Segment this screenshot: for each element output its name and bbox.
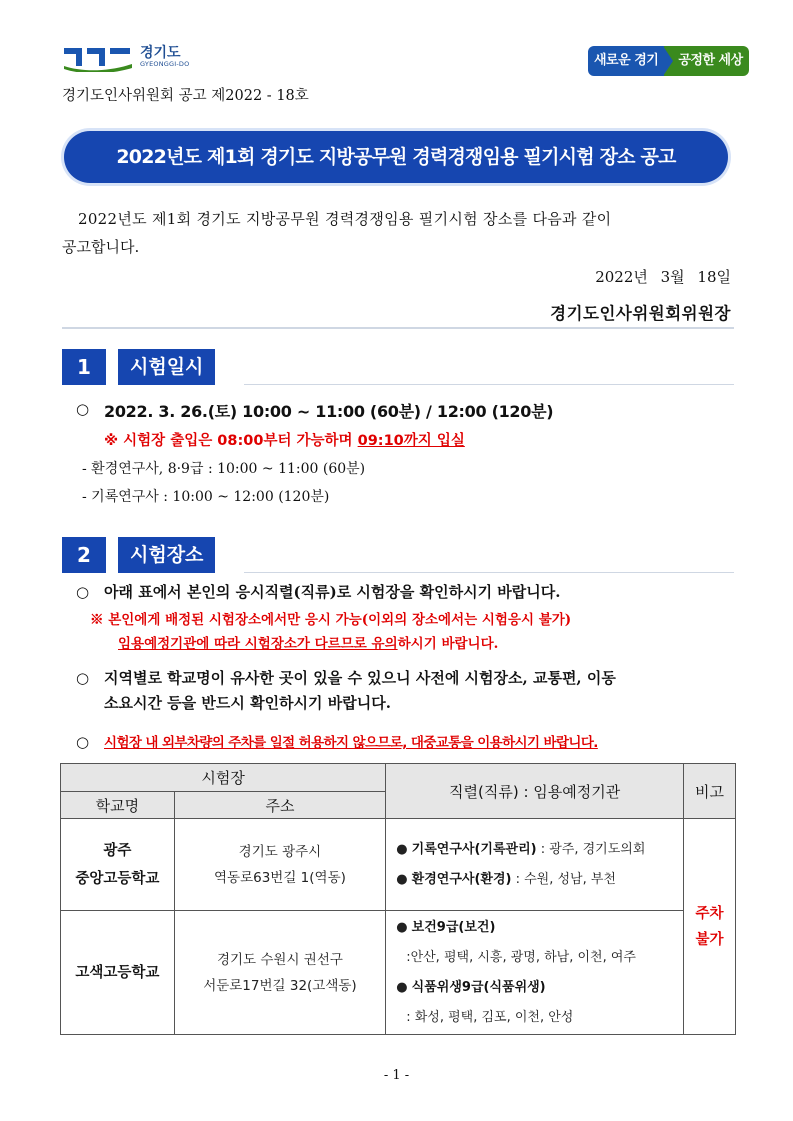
address-line-2: 역동로63번길 1(역동) <box>214 869 346 886</box>
venue-table <box>60 763 736 1035</box>
section-2-rule <box>244 572 734 573</box>
divider <box>62 327 734 329</box>
school-name-line-1: 광주 <box>103 842 132 859</box>
job-title: 환경연구사(환경) <box>411 871 512 887</box>
table-row <box>61 911 736 1035</box>
job-places: : 수원, 성남, 부천 <box>511 871 616 887</box>
section-2-bullet-3: ○ <box>76 733 90 751</box>
school-name-line-1: 고색고등학교 <box>75 964 160 981</box>
job-assignments <box>386 819 684 911</box>
parking-remark <box>684 819 736 1035</box>
agency-venue-tail: 하시기 바랍니다. <box>397 636 499 652</box>
header-address: 주소 <box>174 792 385 819</box>
job-title: 기록연구사(기록관리) <box>411 841 537 857</box>
schedule-item-1: - 환경연구사, 8·9급 : 10:00 ~ 11:00 (60분) <box>82 461 366 477</box>
section-1-number: 1 <box>62 349 106 385</box>
agency-venue-note <box>118 632 498 652</box>
gyeonggi-logo-icon <box>62 44 134 72</box>
job-places: : 화성, 평택, 김포, 이천, 안성 <box>406 1009 574 1025</box>
assigned-venue-text: 본인에게 배정된 시험장소에서만 응시 가능(이외의 장소에서는 시험응시 불가) <box>108 612 572 628</box>
job-places: : 광주, 경기도의회 <box>536 841 646 857</box>
entry-notice-text: 시험장 출입은 08:00부터 가능하며 <box>123 433 358 449</box>
job-places: :안산, 평택, 시흥, 광명, 하남, 이천, 여주 <box>406 949 636 965</box>
assigned-venue-mark: ※ <box>90 612 104 628</box>
job-item: ● 기록연구사(기록관리) : 광주, 경기도의회 <box>396 841 646 857</box>
header-venue: 시험장 <box>61 764 386 792</box>
similar-school-note-line-2: 소요시간 등을 반드시 확인하시기 바랍니다. <box>104 694 391 712</box>
logo-subtitle: GYEONGGI-DO <box>140 60 190 68</box>
agency-venue-caution: 임용예정기관에 따라 시험장소가 다르므로 유의 <box>118 636 398 652</box>
page-number: - 1 - <box>383 1068 410 1083</box>
section-1-rule <box>244 384 734 385</box>
notice-date: 2022년 3월 18일 <box>595 268 731 286</box>
school-name-line-2: 중앙고등학교 <box>75 870 160 887</box>
section-2-bullet-2: ○ <box>76 669 90 687</box>
entry-notice-mark: ※ <box>104 433 119 449</box>
committee-signature: 경기도인사위원회위원장 <box>550 304 731 323</box>
intro-line-1: 2022년도 제1회 경기도 지방공무원 경력경쟁임용 필기시험 장소를 다음과 같이 <box>78 210 612 228</box>
section-2-title: 시험장소 <box>118 537 215 573</box>
job-item: ● 식품위생9급(식품위생) <box>396 979 546 995</box>
entry-notice <box>104 429 465 450</box>
intro-line-2: 공고합니다. <box>62 238 140 256</box>
section-2-number: 2 <box>62 537 106 573</box>
slogan-right: 공정한 세상 <box>664 46 748 76</box>
remark-line-2: 불가 <box>695 931 724 948</box>
job-item: ● 환경연구사(환경) : 수원, 성남, 부천 <box>396 871 616 887</box>
entry-deadline: 09:10까지 입실 <box>357 433 465 449</box>
exam-datetime: 2022. 3. 26.(토) 10:00 ~ 11:00 (60분) / 12:00 (120분) <box>104 402 554 421</box>
job-title: 식품위생9급(식품위생) <box>411 979 546 995</box>
header-school: 학교명 <box>61 792 175 819</box>
job-assignments <box>386 911 684 1035</box>
assigned-venue-note <box>90 608 571 628</box>
section-1-bullet: ○ <box>76 400 90 418</box>
address-line-2: 서둔로17번길 32(고색동) <box>203 977 357 994</box>
remark-line-1: 주차 <box>695 905 724 922</box>
section-2-bullet-1: ○ <box>76 583 90 601</box>
school-address <box>174 819 385 911</box>
notice-number: 경기도인사위원회 공고 제2022 - 18호 <box>62 88 309 104</box>
school-name <box>61 819 175 911</box>
header-remarks: 비고 <box>684 764 736 819</box>
header-jobs: 직렬(직류) : 임용예정기관 <box>386 764 684 819</box>
job-title: 보건9급(보건) <box>411 919 496 935</box>
table-row <box>61 819 736 911</box>
school-name <box>61 911 175 1035</box>
slogan-left: 새로운 경기 <box>588 46 664 76</box>
address-line-1: 경기도 수원시 권선구 <box>216 951 343 968</box>
school-address <box>174 911 385 1035</box>
schedule-item-2: - 기록연구사 : 10:00 ~ 12:00 (120분) <box>82 489 330 505</box>
similar-school-note-line-1: 지역별로 학교명이 유사한 곳이 있을 수 있으니 사전에 시험장소, 교통편, 이동 <box>104 669 616 687</box>
page-title: 2022년도 제1회 경기도 지방공무원 경력경쟁임용 필기시험 장소 공고 <box>116 146 676 168</box>
address-line-1: 경기도 광주시 <box>238 843 322 860</box>
table-header-row <box>61 764 736 792</box>
check-venue-instruction: 아래 표에서 본인의 응시직렬(직류)로 시험장을 확인하시기 바랍니다. <box>104 583 561 601</box>
slogan-badge <box>588 44 749 78</box>
logo-name: 경기도 <box>140 45 181 61</box>
title-banner <box>64 131 728 183</box>
gyeonggi-logo <box>62 42 242 74</box>
no-parking-notice: 시험장 내 외부차량의 주차를 일절 허용하지 않으므로, 대중교통을 이용하시기 바랍니다. <box>104 735 598 751</box>
job-item: ● 보건9급(보건) <box>396 919 496 935</box>
section-1-title: 시험일시 <box>118 349 215 385</box>
